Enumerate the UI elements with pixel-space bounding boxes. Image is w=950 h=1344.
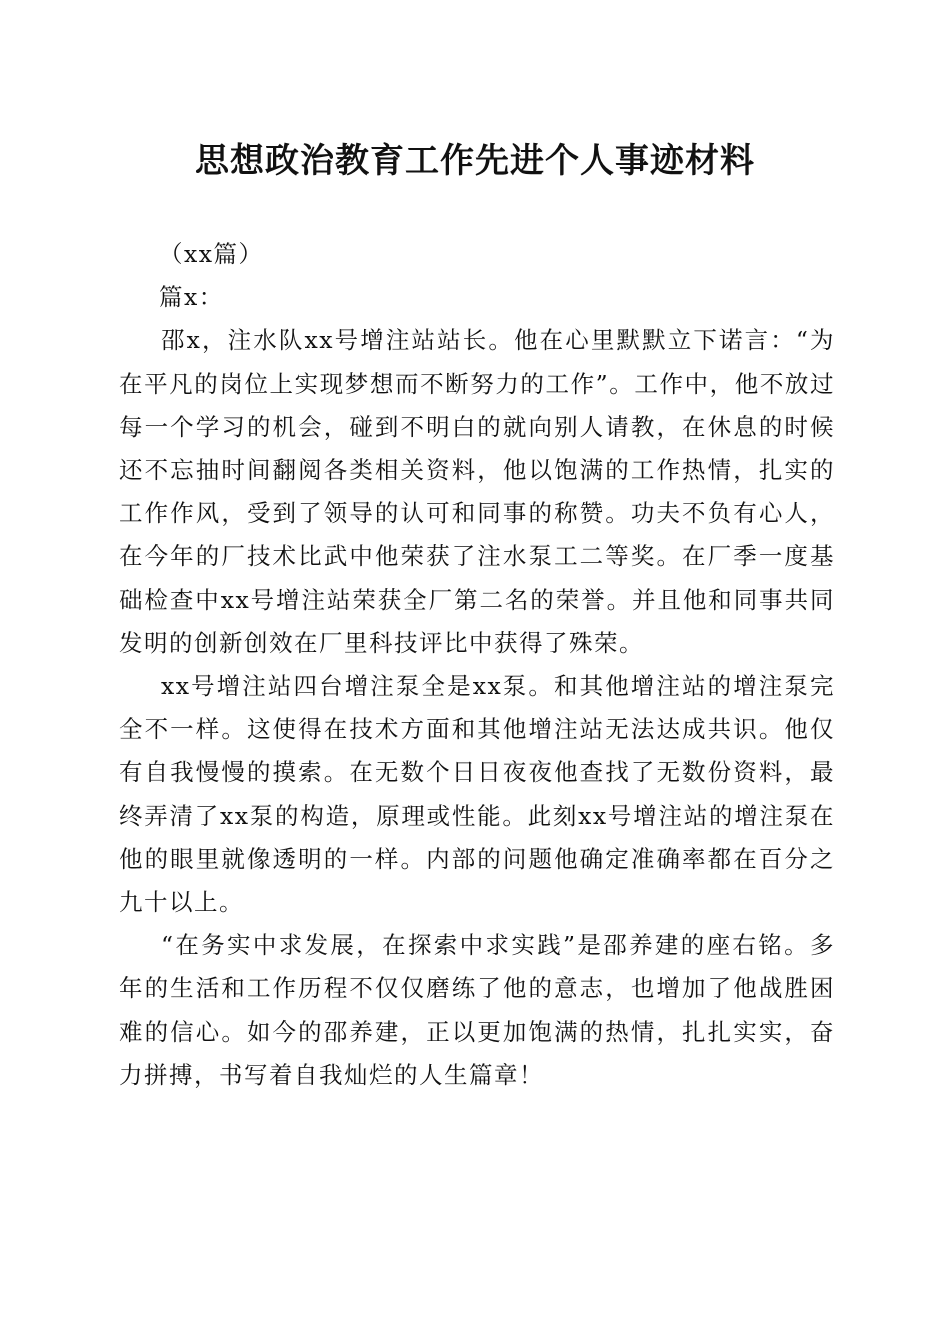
document-body (119, 233, 835, 1097)
paragraph-2: xx号增注站四台增注泵全是xx泵。和其他增注站的增注泵完全不一样。这使得在技术方面和其他增注站无法达成共识。他仅有自我慢慢的摸索。在无数个日日夜夜他查找了无数份资料，最终弄清了xx泵的构造，原理或性能。此刻xx号增注站的增注泵在他的眼里就像透明的一样。内部的问题他确定准确率都在百分之九十以上。 (119, 672, 835, 917)
section-label: 篇x： (159, 283, 224, 312)
paragraph-3: “在务实中求发展，在探索中求实践”是邵养建的座右铭。多年的生活和工作历程不仅仅磨练了他的意志，也增加了他战胜困难的信心。如今的邵养建，正以更加饱满的热情，扎扎实实，奋力拼搏，书写着自我灿烂的人生篇章！ (119, 931, 835, 1089)
document-subtitle: （xx篇） (159, 240, 264, 268)
document-title: 思想政治教育工作先进个人事迹材料 (195, 141, 755, 181)
paragraph-1: 邵x，注水队xx号增注站站长。他在心里默默立下诺言：“为在平凡的岗位上实现梦想而不断努力的工作”。工作中，他不放过每一个学习的机会，碰到不明白的就向别人请教，在休息的时候还不忘抽时间翻阅各类相关资料，他以饱满的工作热情，扎实的工作作风，受到了领导的认可和同事的称赞。功夫不负有心人，在今年的厂技术比武中他荣获了注水泵工二等奖。在厂季一度基础检查中xx号增注站荣获全厂第二名的荣誉。并且他和同事共同发明的创新创效在厂里科技评比中获得了殊荣。 (119, 326, 835, 657)
